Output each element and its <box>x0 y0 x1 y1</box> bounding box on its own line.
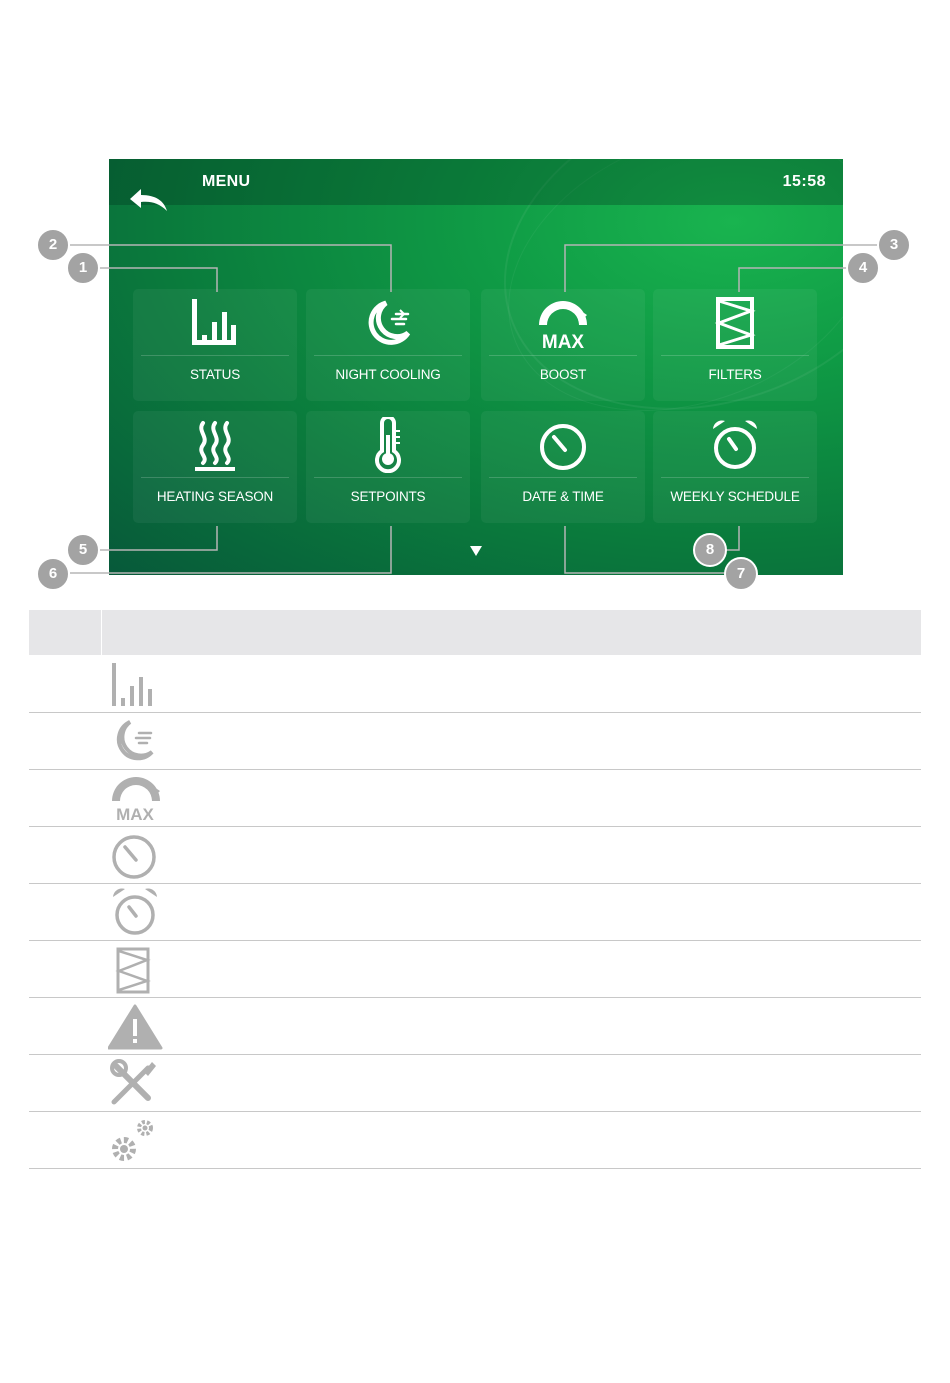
tile-date-time[interactable] <box>481 411 645 523</box>
tile-label: STATUS <box>189 367 241 382</box>
heating-waves-icon <box>187 417 243 473</box>
tile-label: NIGHT COOLING <box>335 367 441 382</box>
night-cooling-moon-icon <box>108 716 164 766</box>
callout-badge-3: 3 <box>877 228 911 262</box>
tile-night-cooling[interactable] <box>306 289 470 401</box>
tile-heating-season[interactable] <box>133 411 297 523</box>
scroll-down-arrow-icon[interactable] <box>469 545 483 557</box>
warning-icon <box>108 1001 164 1051</box>
tile-boost[interactable] <box>481 289 645 401</box>
boost-max-icon <box>535 295 591 351</box>
tile-filters[interactable] <box>653 289 817 401</box>
status-bars-icon <box>187 295 243 351</box>
legend-row-date-time <box>29 827 921 884</box>
legend-row-settings <box>29 1112 921 1169</box>
legend-row-warning <box>29 998 921 1055</box>
tile-separator <box>314 477 462 478</box>
tile-weekly-schedule[interactable] <box>653 411 817 523</box>
legend-row-tools <box>29 1055 921 1112</box>
alarm-clock-icon <box>707 417 763 473</box>
tile-label: DATE & TIME <box>522 489 604 504</box>
filter-icon <box>108 944 164 994</box>
clock-icon <box>108 830 164 880</box>
tile-separator <box>314 355 462 356</box>
tile-separator <box>489 355 637 356</box>
tile-label: SETPOINTS <box>350 489 426 504</box>
menu-title: MENU <box>202 173 251 190</box>
tile-separator <box>141 477 289 478</box>
header-divider <box>101 610 102 655</box>
tools-icon <box>108 1058 164 1108</box>
thermometer-icon <box>360 417 416 473</box>
boost-max-icon <box>108 773 164 823</box>
clock-icon <box>535 417 591 473</box>
legend-row-status <box>29 656 921 713</box>
callout-badge-7: 7 <box>724 557 758 591</box>
tile-separator <box>661 355 809 356</box>
gears-icon <box>108 1115 164 1165</box>
tile-separator <box>661 477 809 478</box>
legend-header <box>29 610 921 655</box>
filter-icon <box>707 295 763 351</box>
tile-label: FILTERS <box>708 367 762 382</box>
status-bars-icon <box>108 659 164 709</box>
back-arrow-icon[interactable] <box>127 185 171 215</box>
callout-badge-2: 2 <box>36 228 70 262</box>
legend-row-weekly-schedule <box>29 884 921 941</box>
legend-row-filters <box>29 941 921 998</box>
night-cooling-moon-icon <box>360 295 416 351</box>
callout-badge-5: 5 <box>66 533 100 567</box>
tile-separator <box>489 477 637 478</box>
tile-status[interactable] <box>133 289 297 401</box>
controller-screen <box>109 159 843 575</box>
clock-time: 15:58 <box>782 173 826 190</box>
callout-badge-6: 6 <box>36 557 70 591</box>
tile-label: WEEKLY SCHEDULE <box>670 489 800 504</box>
tile-label: BOOST <box>539 367 587 382</box>
callout-badge-1: 1 <box>66 251 100 285</box>
legend-row-boost <box>29 770 921 827</box>
tile-separator <box>141 355 289 356</box>
svg-text:MAX: MAX <box>116 805 154 823</box>
tile-label: HEATING SEASON <box>156 489 274 504</box>
alarm-clock-icon <box>108 887 164 937</box>
tile-setpoints[interactable] <box>306 411 470 523</box>
legend-row-night-cooling <box>29 713 921 770</box>
callout-badge-4: 4 <box>846 251 880 285</box>
svg-text:MAX: MAX <box>541 332 585 351</box>
callout-badge-8: 8 <box>693 533 727 567</box>
